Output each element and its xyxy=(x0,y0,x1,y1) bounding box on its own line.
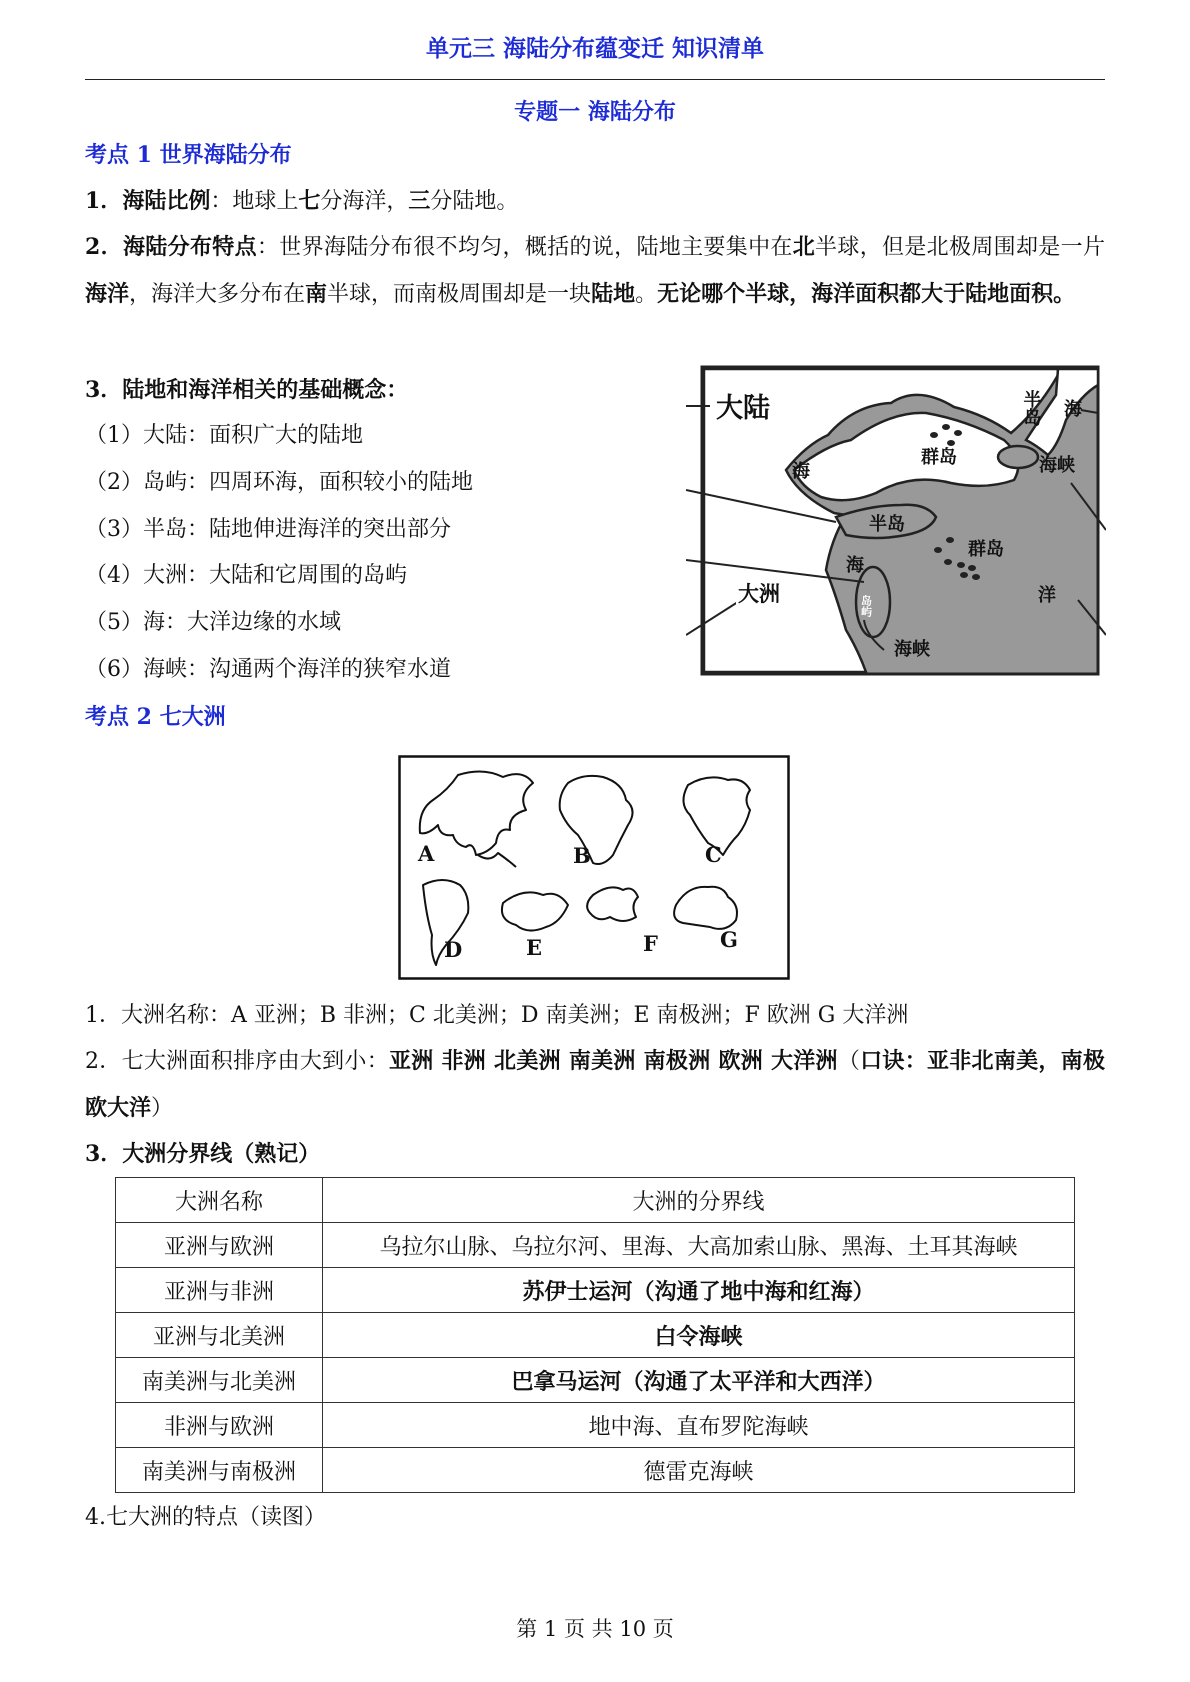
table-cell-name: 亚洲与欧洲 xyxy=(116,1223,323,1268)
header-rule xyxy=(85,79,1105,80)
continent-features-line: 4.七大洲的特点（读图） xyxy=(85,1505,326,1530)
table-cell-name: 南美洲与北美洲 xyxy=(116,1358,323,1403)
concepts-title: 3．陆地和海洋相关的基础概念： xyxy=(85,377,409,403)
table-row xyxy=(116,1358,1075,1403)
dist-conclusion: 无论哪个半球，海洋面积都大于陆地面积。 xyxy=(657,281,1076,307)
concept-item: （1）大陆：面积广大的陆地 xyxy=(85,423,363,448)
ratio-text-2: 分海洋， xyxy=(320,189,409,214)
seven-continents-map xyxy=(398,755,790,980)
label-peninsula-1: 半岛 xyxy=(1020,390,1042,426)
table-row xyxy=(116,1313,1075,1358)
table-cell-line: 地中海、直布罗陀海峡 xyxy=(323,1403,1075,1448)
dist-label: 海陆分布特点 xyxy=(122,234,257,260)
label-island: 岛屿 xyxy=(859,595,873,617)
table-cell-line: 白令海峡 xyxy=(323,1313,1075,1358)
label-sea-1: 海 xyxy=(792,461,810,482)
table-header: 大洲名称 xyxy=(116,1178,323,1223)
dist-text-2: 半球，但是北极周围却是一片 xyxy=(815,235,1105,260)
land-sea-concept-diagram xyxy=(686,365,1106,680)
dist-text-1: 世界海陆分布很不均匀，概括的说，陆地主要集中在 xyxy=(279,235,793,260)
table-cell-line: 德雷克海峡 xyxy=(323,1448,1075,1493)
concept-item: （5）海：大洋边缘的水域 xyxy=(85,610,341,635)
dist-land: 陆地 xyxy=(591,281,636,307)
table-row xyxy=(116,1268,1075,1313)
order-prefix: 2．七大洲面积排序由大到小： xyxy=(85,1049,389,1074)
label-strait-1: 海峡 xyxy=(1039,455,1075,476)
label-continent: 大陆 xyxy=(716,393,770,424)
concept-item: （6）海峡：沟通两个海洋的狭窄水道 xyxy=(85,657,451,682)
table-row xyxy=(116,1403,1075,1448)
ratio-text-3: 分陆地。 xyxy=(430,189,519,214)
dist-south: 南 xyxy=(305,281,328,307)
table-cell-name: 亚洲与非洲 xyxy=(116,1268,323,1313)
label-ocean: 洋 xyxy=(1038,585,1056,606)
label-zhou: 大洲 xyxy=(738,581,780,606)
label-peninsula-2: 半岛 xyxy=(869,514,905,535)
table-cell-line: 苏伊士运河（沟通了地中海和红海） xyxy=(323,1268,1075,1313)
dist-ocean: 海洋 xyxy=(85,281,130,307)
paragraph-ratio xyxy=(85,187,518,216)
order-list: 亚洲 非洲 北美洲 南美洲 南极洲 欧洲 大洋洲 xyxy=(389,1048,838,1074)
page-footer: 第 1 页 共 10 页 xyxy=(516,1617,674,1641)
continent-names-line: 1．大洲名称：A 亚洲；B 非洲；C 北美洲；D 南美洲；E 南极洲；F 欧洲 G 大洋洲 xyxy=(85,1003,909,1028)
strait-island-shape xyxy=(998,446,1038,468)
table-cell-name: 非洲与欧洲 xyxy=(116,1403,323,1448)
map-letter-a: A xyxy=(418,841,435,866)
dist-text-4: 半球，而南极周围却是一块 xyxy=(327,282,592,307)
dist-num: 2． xyxy=(85,234,123,260)
kaodian-2-title: 考点 2 七大洲 xyxy=(85,704,226,730)
dist-north: 北 xyxy=(792,234,816,260)
map-letter-d: D xyxy=(444,937,463,962)
ratio-colon: ： xyxy=(210,189,233,214)
table-cell-line: 乌拉尔山脉、乌拉尔河、里海、大高加索山脉、黑海、土耳其海峡 xyxy=(323,1223,1075,1268)
concept-item: （3）半岛：陆地伸进海洋的突出部分 xyxy=(85,517,451,542)
ratio-text-1: 地球上 xyxy=(232,189,299,214)
document-header: 单元三 海陆分布蕴变迁 知识清单 xyxy=(425,35,764,62)
label-sea-2: 海 xyxy=(1064,399,1082,420)
map-letter-e: E xyxy=(526,935,543,960)
rhyme-open: （ xyxy=(837,1049,861,1074)
ratio-three: 三 xyxy=(408,188,431,214)
ratio-label: 海陆比例 xyxy=(122,188,211,214)
boundary-table xyxy=(115,1177,1075,1493)
map-letter-c: C xyxy=(705,842,722,867)
ratio-num: 1． xyxy=(85,188,123,214)
table-header-row xyxy=(116,1178,1075,1223)
topic-title: 专题一 海陆分布 xyxy=(514,99,676,125)
label-sea-3: 海 xyxy=(846,555,864,576)
map-letter-b: B xyxy=(573,843,591,868)
label-archipelago-2: 群岛 xyxy=(968,539,1004,560)
order-rhyme: 口诀：亚非北南美，南极欧大洋 xyxy=(85,1048,1105,1121)
map-letter-g: G xyxy=(720,927,738,952)
table-header: 大洲的分界线 xyxy=(323,1178,1075,1223)
table-cell-name: 南美洲与南极洲 xyxy=(116,1448,323,1493)
table-row xyxy=(116,1448,1075,1493)
dist-text-5: 。 xyxy=(635,282,658,307)
boundary-title: 3．大洲分界线（熟记） xyxy=(85,1141,321,1167)
paragraph-distribution xyxy=(85,224,1105,318)
ratio-seven: 七 xyxy=(298,188,321,214)
map-letter-f: F xyxy=(643,931,658,956)
table-row xyxy=(116,1223,1075,1268)
concept-item: （2）岛屿：四周环海，面积较小的陆地 xyxy=(85,470,473,495)
rhyme-close: ） xyxy=(151,1096,174,1121)
label-archipelago-1: 群岛 xyxy=(921,447,957,468)
dist-text-3: ，海洋大多分布在 xyxy=(129,282,306,307)
concept-item: （4）大洲：大陆和它周围的岛屿 xyxy=(85,563,407,588)
continent-order-paragraph xyxy=(85,1038,1105,1132)
kaodian-1-title: 考点 1 世界海陆分布 xyxy=(85,142,292,168)
dist-colon: ： xyxy=(256,235,280,260)
table-cell-line: 巴拿马运河（沟通了太平洋和大西洋） xyxy=(323,1358,1075,1403)
label-strait-2: 海峡 xyxy=(894,639,930,660)
table-cell-name: 亚洲与北美洲 xyxy=(116,1313,323,1358)
